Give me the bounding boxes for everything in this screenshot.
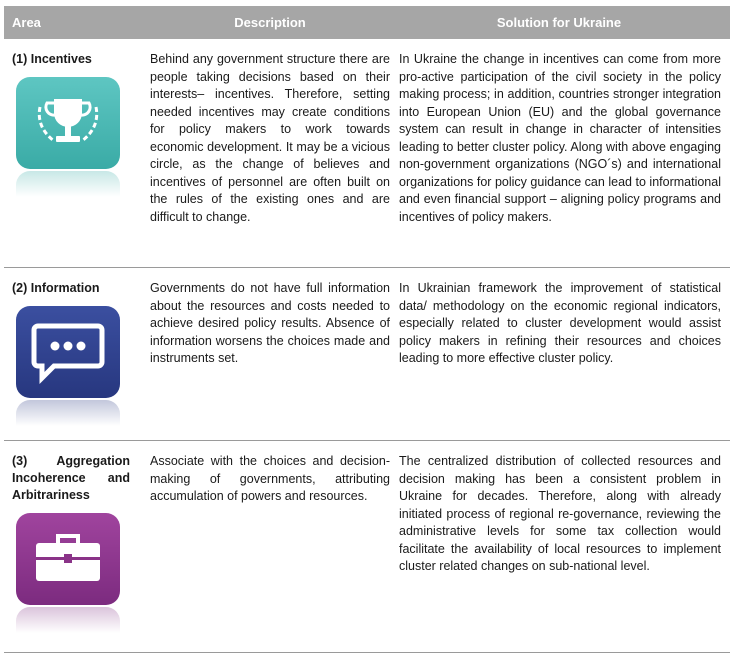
policy-table [4, 6, 730, 573]
header-area: Area [12, 15, 41, 30]
briefcase-icon [16, 513, 120, 605]
row-solution: The centralized distribution of collected resources and decision making has been a consistent problem in Ukraine for decades. Therefore, along with already initiated process of regional re-governance, reviewing the administrative levels for some tax collection would facilitate the availability of local resources to implement cluster related changes on sub-national level. [399, 454, 721, 573]
aggregation-icon-tile [16, 513, 120, 633]
row-solution: In Ukraine the change in incentives can come from more pro-active participation of the civil society in the policy making process; in addition, countries stronger integration into European Union (EU) and the global governance system can result in change in character of intensities leading to better cluster policy. Along with above engaging non-government organizations (NGO´s) and international organizations for policy guidance can lead to informational and even financial support – aligning policy programs and incentives of policy makers. [399, 52, 721, 224]
trophy-icon [16, 77, 120, 169]
header-solution: Solution for Ukraine [496, 15, 622, 30]
table-row-information [4, 268, 730, 441]
header-description: Description [234, 15, 306, 30]
row-description: Governments do not have full information about the resources and costs needed to achieve desired policy results. Absence of information worsens the choices made and instruments set. [150, 281, 390, 365]
information-icon-tile [16, 306, 120, 426]
table-row-incentives [4, 39, 730, 268]
table-row-aggregation [4, 441, 730, 653]
row-label: (1) Incentives [12, 52, 92, 66]
icon-reflection [16, 400, 120, 426]
row-label: (2) Information [12, 281, 100, 295]
row-description: Behind any government structure there are people taking decisions based on their interests– incentives. Therefore, setting needed incentives may create conditions for policy makers to work towards economic development. It may be a vicious circle, as the change of believes and incentives of personnel are often built on the rules of the existing ones and are difficult to change. [150, 52, 390, 224]
icon-reflection [16, 171, 120, 197]
row-solution: In Ukrainian framework the improvement of statistical data/ methodology on the economic regional indicators, especially related to cluster development would assist policy makers in refining their resources and choices leading to more effective cluster policy. [399, 281, 721, 365]
row-label: (3) Aggregation Incoherence and Arbitrariness [12, 454, 130, 502]
icon-reflection [16, 607, 120, 633]
table-header [4, 6, 730, 39]
chat-bubble-icon [16, 306, 120, 398]
row-description: Associate with the choices and decision-making of governments, attributing accumulation of powers and resources. [150, 454, 390, 503]
incentives-icon-tile [16, 77, 120, 197]
